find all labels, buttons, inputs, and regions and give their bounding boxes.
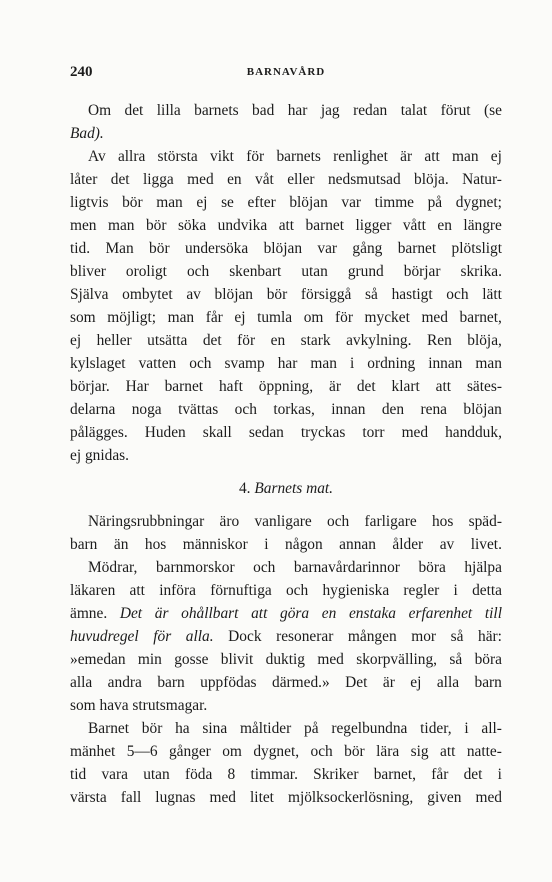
- page-header: [70, 64, 502, 86]
- text-line: mänhet 5—6 gånger om dygnet, och bör lära sig att natte-: [70, 743, 502, 760]
- text-line: tid. Man bör undersöka blöjan var gång barnet plötsligt: [70, 240, 502, 257]
- text-line: värsta fall lugnas med litet mjölksockerlösning, given med: [70, 789, 502, 806]
- text-line: Av allra största vikt för barnets renlighet är att man ej: [88, 148, 502, 165]
- text-line: ej heller utsätta det för en stark avkylning. Ren blöja,: [70, 332, 502, 349]
- text-line: ämne. Det är ohållbart att göra en enstaka erfarenhet till: [70, 605, 502, 622]
- text-line: Om det lilla barnets bad har jag redan talat förut (se: [88, 102, 502, 119]
- text-line: alla andra barn uppfödas därmed.» Det är ej alla barn: [70, 674, 502, 691]
- text-line: Mödrar, barnmorskor och barnavårdarinnor böra hjälpa: [88, 559, 502, 576]
- page-number: 240: [70, 64, 93, 80]
- text-line: läkaren att införa förnuftiga och hygieniska regler i detta: [70, 582, 502, 599]
- text-line: Själva ombytet av blöjan bör försiggå så hastigt och lätt: [70, 286, 502, 303]
- section-heading: 4. Barnets mat.: [238, 480, 334, 497]
- paragraph-gap: [70, 500, 502, 510]
- body-text: [70, 99, 502, 809]
- text-line: barn än hos människor i någon annan ålder av livet.: [70, 536, 502, 553]
- text-line: »emedan min gosse blivit duktig med skorpvälling, så böra: [70, 651, 502, 668]
- text-line: ej gnidas.: [70, 447, 129, 464]
- text-line: pålägges. Huden skall sedan tryckas torr med handduk,: [70, 424, 502, 441]
- running-head: BARNAVÅRD: [246, 66, 326, 78]
- text-line: som hava strutsmagar.: [70, 697, 208, 714]
- text-line: låter det ligga med en våt eller nedsmutsad blöja. Natur-: [70, 171, 502, 188]
- text-line: Näringsrubbningar äro vanligare och farligare hos späd-: [88, 513, 502, 530]
- text-line: som möjligt; man får ej tumla om för mycket med barnet,: [70, 309, 502, 326]
- text-line: kylslaget vatten och svamp har man i ordning innan man: [70, 355, 502, 372]
- text-line: bliver oroligt och skenbart utan grund börjar skrika.: [70, 263, 502, 280]
- text-line: men man bör söka undvika att barnet ligger vått en längre: [70, 217, 502, 234]
- text-line: Bad).: [70, 125, 104, 142]
- text-line: tid vara utan föda 8 timmar. Skriker barnet, får det i: [70, 766, 502, 783]
- paragraph-gap: [70, 467, 502, 477]
- text-line: ligtvis bör man ej se efter blöjan var timme på dygnet;: [70, 194, 502, 211]
- text-line: huvudregel för alla. Dock resonerar mången mor så här:: [70, 628, 502, 645]
- text-line: delarna noga tvättas och torkas, innan den rena blöjan: [70, 401, 502, 418]
- text-line: Barnet bör ha sina måltider på regelbundna tider, i all-: [88, 720, 502, 737]
- text-line: börjar. Har barnet haft öppning, är det klart att sätes-: [70, 378, 502, 395]
